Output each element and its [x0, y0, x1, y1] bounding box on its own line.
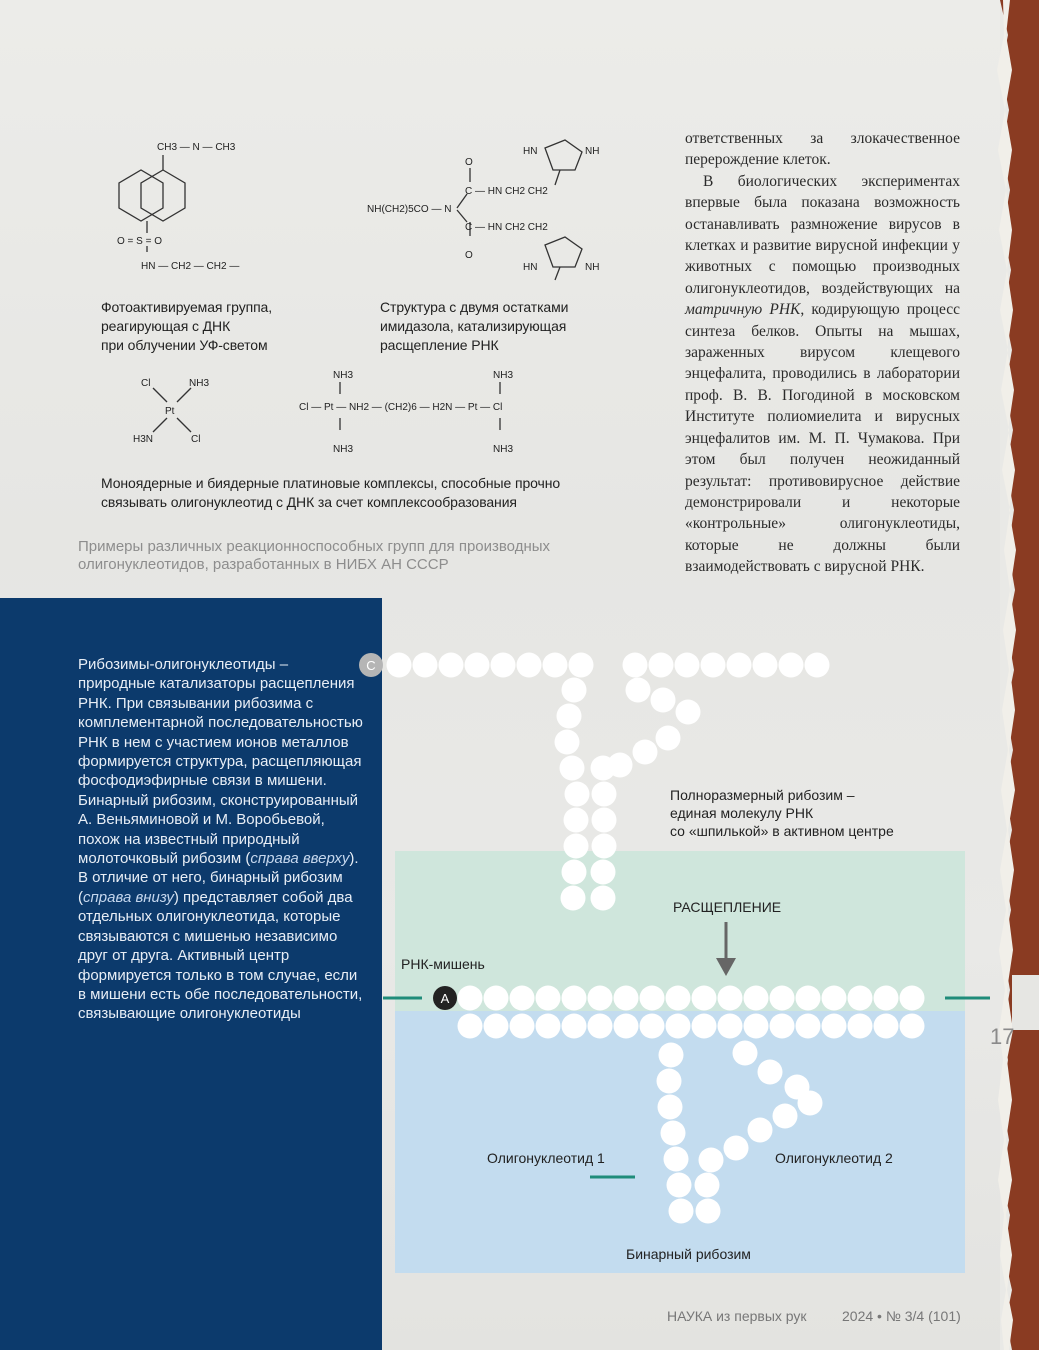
nucleotide-bead: [848, 1014, 873, 1039]
nucleotide-bead: [592, 834, 617, 859]
nucleotide-bead: [796, 986, 821, 1011]
nucleotide-bead: [562, 986, 587, 1011]
badge-c-label: C: [366, 658, 376, 673]
nucleotide-bead: [484, 1014, 509, 1039]
nucleotide-bead: [484, 986, 509, 1011]
nucleotide-bead: [591, 860, 616, 885]
nucleotide-bead: [666, 986, 691, 1011]
nucleotide-bead: [874, 986, 899, 1011]
nucleotide-bead: [536, 1014, 561, 1039]
mol2-hn-bottom: HN: [523, 262, 538, 273]
nucleotide-bead: [744, 1014, 769, 1039]
nucleotide-bead: [608, 753, 633, 778]
nucleotide-bead: [773, 1104, 798, 1129]
label-cleavage: РАСЩЕПЛЕНИЕ: [673, 899, 782, 915]
badge-a-label: A: [440, 991, 450, 1006]
mol2-nh-top: NH: [585, 146, 600, 157]
label-target-rna: РНК-мишень: [401, 956, 485, 972]
nucleotide-bead: [658, 1095, 683, 1120]
nucleotide-bead: [564, 834, 589, 859]
nucleotide-bead: [465, 653, 490, 678]
nucleotide-bead: [733, 1041, 758, 1066]
mol4-nh3-top-left: NH3: [333, 370, 354, 381]
mol3-cl-bottom: Cl: [191, 434, 201, 445]
mol4-nh3-bottom-right: NH3: [493, 444, 514, 455]
nucleotide-bead: [724, 1136, 749, 1161]
mol2-lower-amide: C — HN CH2 CH2: [465, 222, 548, 233]
nucleotide-bead: [561, 886, 586, 911]
mol2-left-group: NH(CH2)5CO — N: [367, 204, 452, 215]
nucleotide-bead: [696, 1199, 721, 1224]
mol2-nh-bottom: NH: [585, 262, 600, 273]
nucleotide-bead: [439, 653, 464, 678]
nucleotide-bead: [649, 653, 674, 678]
nucleotide-bead: [718, 1014, 743, 1039]
mol3-nh3-top: NH3: [189, 378, 210, 389]
body-paragraph-2: В биологических экспериментах впервые была показана возможность останавливать размножение вирусов в клетках и развитие вирусной инфекции у животных с помощью производных олигонуклеотидов, воздействующих на матричную РНК, кодирующую процесс синтеза белков. Опыты на мышах, зараженных вирусом клещевого энцефалита, проводились в лаборатории проф. В. В. Погодиной в московском Институте полиомиелита и вирусных энцефалитов им. М. П. Чумакова. При этом был получен неожиданный результат: противовирусное действие демонстрировали и некоторые «контрольные» олигонуклеотиды, которые не должны были взаимодействовать с вирусной РНК.: [685, 172, 961, 576]
nucleotide-bead: [676, 700, 701, 725]
nucleotide-bead: [562, 1014, 587, 1039]
nucleotide-bead: [669, 1199, 694, 1224]
cleavage-arrow-icon: [716, 958, 736, 976]
sidebar-text: Рибозимы-олигонуклеотиды – природные катализаторы расщепления РНК. При связывании рибозима с комплементарной последовательностью РНК в нем с участием ионов металлов формируется структура, расщепляющая фосфодиэфирные связи в мишени. Бинарный рибозим, сконструированный А. Веньяминовой и М. Воробьевой, похож на известный природный молоточковый рибозим (справа вверху). В отличие от него, бинарный рибозим (справа внизу) представляет собой два отдельных олигонуклеотида, которые связываются с мишенью независимо друг от друга. Активный центр формируется только в том случае, если в мишени есть обе последовательности, связывающие олигонуклеотиды: [78, 656, 363, 1023]
nucleotide-bead: [592, 808, 617, 833]
nucleotide-bead: [560, 756, 585, 781]
nucleotide-bead: [458, 1014, 483, 1039]
mol1-dimethylamino: CH3 — N — CH3: [157, 142, 236, 153]
nucleotide-bead: [510, 1014, 535, 1039]
mol2-hn-top: HN: [523, 146, 538, 157]
nucleotide-bead: [640, 1014, 665, 1039]
nucleotide-bead: [661, 1121, 686, 1146]
nucleotide-bead: [640, 986, 665, 1011]
nucleotide-bead: [614, 986, 639, 1011]
caption-photoactivated: Фотоактивируемая группа, реагирующая с ДНК при облучении УФ-светом: [101, 299, 273, 353]
nucleotide-bead: [517, 653, 542, 678]
nucleotide-bead: [900, 1014, 925, 1039]
nucleotide-bead: [874, 1014, 899, 1039]
nucleotide-bead: [675, 653, 700, 678]
nucleotide-bead: [557, 704, 582, 729]
mol4-nh3-top-right: NH3: [493, 370, 514, 381]
nucleotide-bead: [555, 730, 580, 755]
mol2-oxygen-top: O: [465, 157, 473, 168]
nucleotide-bead: [656, 726, 681, 751]
label-oligo-1: Олигонуклеотид 1: [487, 1150, 605, 1166]
nucleotide-bead: [651, 688, 676, 713]
caption-imidazole: Структура с двумя остатками имидазола, катализирующая расщепление РНК: [380, 299, 569, 353]
mol4-chain: Cl — Pt — NH2 — (CH2)6 — H2N — Pt — Cl: [299, 402, 503, 413]
nucleotide-bead: [623, 653, 648, 678]
nucleotide-bead: [796, 1014, 821, 1039]
nucleotide-bead: [695, 1173, 720, 1198]
figure-note: Примеры различных реакционноспособных групп для производных олигонуклеотидов, разработанных в НИБХ АН СССР: [78, 538, 551, 573]
body-paragraph-1: ответственных за злокачественное перерождение клеток.: [685, 130, 960, 169]
nucleotide-bead: [692, 986, 717, 1011]
nucleotide-bead: [805, 653, 830, 678]
nucleotide-bead: [748, 1118, 773, 1143]
nucleotide-bead: [588, 986, 613, 1011]
nucleotide-bead: [614, 1014, 639, 1039]
nucleotide-bead: [592, 782, 617, 807]
nucleotide-bead: [667, 1173, 692, 1198]
nucleotide-bead: [591, 886, 616, 911]
nucleotide-bead: [569, 653, 594, 678]
mol3-cl-top: Cl: [141, 378, 151, 389]
nucleotide-bead: [692, 1014, 717, 1039]
nucleotide-bead: [458, 986, 483, 1011]
nucleotide-bead: [699, 1148, 724, 1173]
nucleotide-bead: [659, 1043, 684, 1068]
nucleotide-bead: [701, 653, 726, 678]
nucleotide-bead: [758, 1060, 783, 1085]
nucleotide-bead: [779, 653, 804, 678]
label-full-ribozyme: Полноразмерный рибозим – единая молекулу РНК со «шпилькой» в активном центре: [670, 787, 894, 839]
nucleotide-bead: [718, 986, 743, 1011]
label-binary-ribozyme: Бинарный рибозим: [626, 1246, 751, 1262]
nucleotide-bead: [822, 986, 847, 1011]
mol4-nh3-bottom-left: NH3: [333, 444, 354, 455]
mol3-pt: Pt: [165, 406, 175, 417]
nucleotide-bead: [510, 986, 535, 1011]
nucleotide-bead: [543, 653, 568, 678]
nucleotide-bead: [770, 986, 795, 1011]
footer-issue: 2024 • № 3/4 (101): [842, 1308, 961, 1324]
mol3-h3n: H3N: [133, 434, 154, 445]
nucleotide-bead: [626, 678, 651, 703]
nucleotide-bead: [565, 782, 590, 807]
mol1-sulfonyl: O = S = O: [117, 236, 163, 247]
nucleotide-bead: [387, 653, 412, 678]
nucleotide-bead: [848, 986, 873, 1011]
nucleotide-bead: [491, 653, 516, 678]
nucleotide-bead: [753, 653, 778, 678]
caption-platinum: Моноядерные и биядерные платиновые комплексы, способные прочно связывать олигонуклеотид с ДНК за счет комплексообразования: [101, 475, 561, 510]
nucleotide-bead: [770, 1014, 795, 1039]
label-oligo-2: Олигонуклеотид 2: [775, 1150, 893, 1166]
mol2-upper-amide: C — HN CH2 CH2: [465, 186, 548, 197]
nucleotide-bead: [413, 653, 438, 678]
nucleotide-bead: [657, 1069, 682, 1094]
nucleotide-bead: [822, 1014, 847, 1039]
nucleotide-bead: [744, 986, 769, 1011]
nucleotide-bead: [633, 740, 658, 765]
nucleotide-bead: [564, 808, 589, 833]
nucleotide-bead: [798, 1091, 823, 1116]
nucleotide-beads: [387, 653, 925, 1224]
mol1-chain: HN — CH2 — CH2 —: [141, 261, 240, 272]
nucleotide-bead: [900, 986, 925, 1011]
nucleotide-bead: [588, 1014, 613, 1039]
nucleotide-bead: [664, 1147, 689, 1172]
footer-journal: НАУКА из первых рук: [667, 1308, 807, 1324]
nucleotide-bead: [562, 860, 587, 885]
nucleotide-bead: [562, 678, 587, 703]
mol2-oxygen-bottom: O: [465, 250, 473, 261]
page-number: 17: [990, 1024, 1015, 1049]
nucleotide-bead: [666, 1014, 691, 1039]
nucleotide-bead: [727, 653, 752, 678]
nucleotide-bead: [536, 986, 561, 1011]
